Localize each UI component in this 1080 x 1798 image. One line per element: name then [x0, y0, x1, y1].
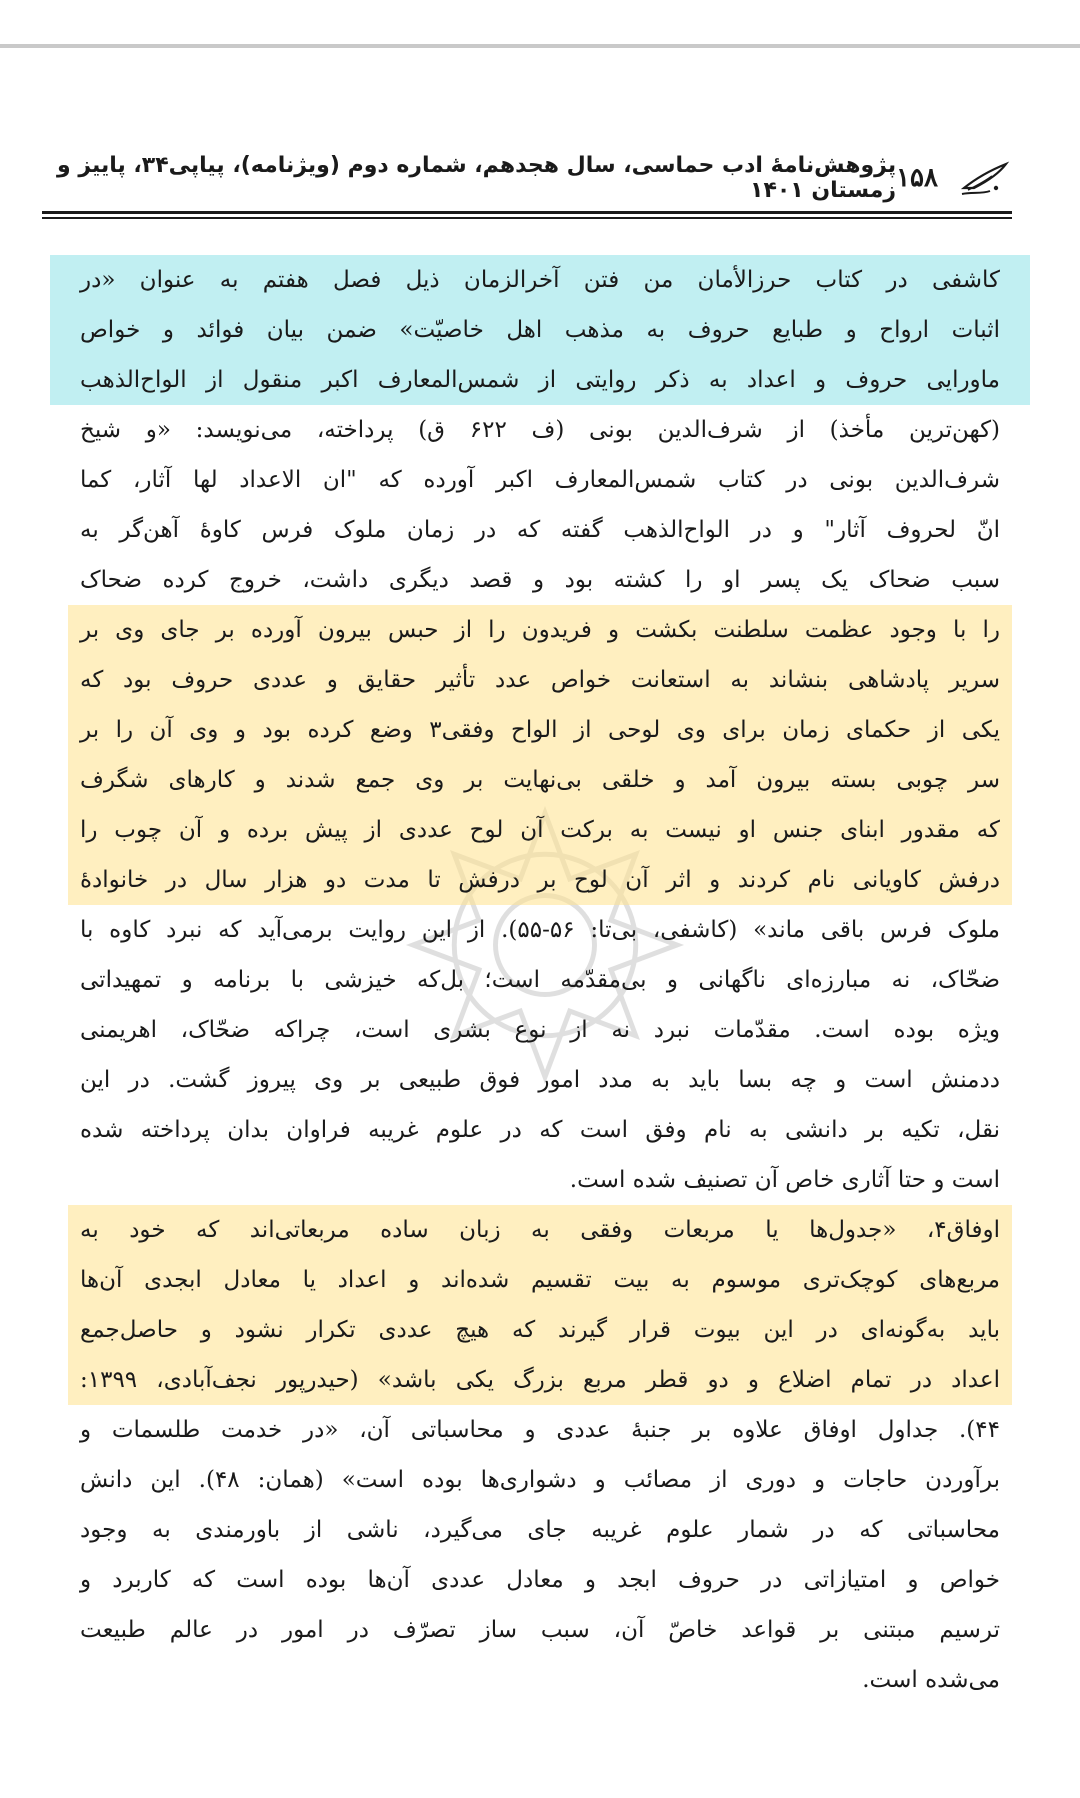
text-line: یکی از حکمای زمان برای وی لوحی از الواح وفقی۳ وضع کرده بود و وی آن را بر [68, 705, 1012, 755]
text-line: انّ لحروف آثار" و در الواح‌الذهب گفته که در زمان ملوک فرس کاوۀ آهن‌گر به [80, 517, 1000, 543]
text-line: سبب ضحاک یک پسر او را کشته بود و قصد دیگری داشت، خروج کرده ضحاک [80, 567, 1000, 593]
page-number: ۱۵۸ [896, 163, 938, 193]
text-line: محاسباتی که در شمار علوم غریبه جای می‌گیرد، ناشی از باورمندی به وجود [80, 1517, 1000, 1543]
quill-icon [960, 158, 1012, 198]
text-line: ترسیم مبتنی بر قواعد خاصّ آن، سبب ساز تصرّف در امور در عالم طبیعت [80, 1617, 1000, 1643]
text-line: که مقدور ابنای جنس او نیست به برکت آن لوح عددی از پیش برده و آن چوب را [68, 805, 1012, 855]
text-line: درفش کاویانی نام کردند و اثر آن لوح بر درفش تا مدت دو هزار سال در خانوادۀ [68, 855, 1012, 905]
text-line: ضحّاک، نه مبارزه‌ای ناگهانی و بی‌مقدّمه است؛ بل‌که خیزشی با برنامه و تمهیداتی [80, 967, 1000, 993]
page-header [52, 150, 1012, 206]
header-rule-thin [42, 217, 1012, 219]
text-line: می‌شده است. [862, 1667, 1000, 1693]
article-body [80, 255, 1000, 1705]
text-line: شرف‌الدین بونی در کتاب شمس‌المعارف اکبر آورده که "ان الاعداد لها آثار، کما [80, 467, 1000, 493]
text-line: باید به‌گونه‌ای در این بیوت قرار گیرند که هیچ عددی تکرار نشود و حاصل‌جمع [68, 1305, 1012, 1355]
paragraph-2 [80, 1205, 1000, 1705]
text-line: نقل، تکیه بر دانشی به نام وفق است که در علوم غریبه فراوان بدان پرداخته شده [80, 1117, 1000, 1143]
text-line: سریر پادشاهی بنشاند به استعانت خواص عدد تأثیر حقایق و عددی حروف بود که [68, 655, 1012, 705]
text-line: اثبات ارواح و طبایع حروف به مذهب اهل خاصیّت» ضمن بیان فوائد و خواص [50, 305, 1030, 355]
text-line: ددمنش است و چه بسا باید به مدد امور فوق طبیعی بر وی پیروز گشت. در این [80, 1067, 1000, 1093]
header-right-group [896, 158, 1012, 198]
paragraph-1 [80, 255, 1000, 1205]
text-line: است و حتا آثاری خاص آن تصنیف شده است. [569, 1167, 1000, 1193]
text-line: ۴۴). جداول اوفاق علاوه بر جنبۀ عددی و محاسباتی آن، «در خدمت طلسمات و [80, 1417, 1000, 1443]
top-scan-rule [0, 44, 1080, 48]
text-line: برآوردن حاجات و دوری از مصائب و دشواری‌ها بوده است» (همان: ۴۸). این دانش [80, 1467, 1001, 1493]
text-line: ماورایی حروف و اعداد به ذکر روایتی از شمس‌المعارف اکبر منقول از الواح‌الذهب [50, 355, 1030, 405]
text-line: ویژه بوده است. مقدّمات نبرد نه از نوع بشری است، چراکه ضحّاک، اهریمنی [80, 1017, 1000, 1043]
text-line: سر چوبی بسته بیرون آمد و خلقی بی‌نهایت بر وی جمع شدند و کارهای شگرف [68, 755, 1012, 805]
text-line: خواص و امتیازاتی در حروف ابجد و معادل عددی آن‌ها بوده است که کاربرد و [80, 1567, 1000, 1593]
text-line: (کهن‌ترین مأخذ) از شرف‌الدین بونی (ف ۶۲۲ ق) پرداخته، می‌نویسد: «و شیخ [80, 417, 1001, 443]
text-line: اوفاق۴، «جدول‌ها یا مربعات وفقی به زبان ساده مربعاتی‌اند که خود به [68, 1205, 1012, 1255]
text-line: ملوک فرس باقی ماند» (کاشفی، بی‌تا: ۵۶-۵۵). از این روایت برمی‌آید که نبرد کاوه با [80, 917, 1000, 943]
text-line: اعداد در تمام اضلاع و دو قطر مربع بزرگ یکی باشد» (حیدرپور نجف‌آبادی، ۱۳۹۹: [68, 1355, 1012, 1405]
header-rule-thick [42, 211, 1012, 214]
text-line: را با وجود عظمت سلطنت بکشت و فریدون را از حبس بیرون آورده بر جای وی بر [68, 605, 1012, 655]
journal-running-head: پژوهش‌نامۀ ادب حماسی، سال هجدهم، شماره دوم (ویژنامه)، پیاپی۳۴، پاییز و زمستان ۱۴۰۱ [56, 153, 897, 203]
text-line: کاشفی در کتاب حرزالأمان من فتن آخرالزمان ذیل فصل هفتم به عنوان «در [50, 255, 1030, 305]
text-line: مربع‌های کوچک‌تری موسوم به بیت تقسیم شده‌اند و اعداد یا معادل ابجدی آن‌ها [68, 1255, 1012, 1305]
